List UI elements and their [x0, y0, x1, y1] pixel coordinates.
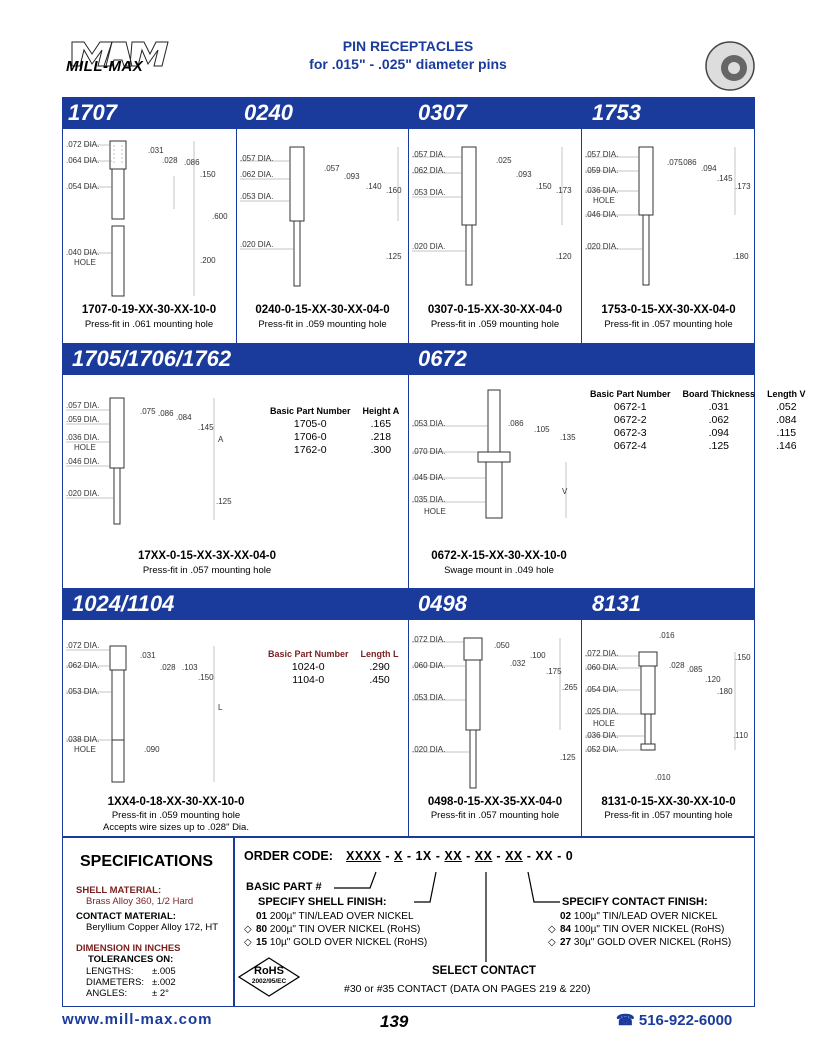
shell-option: ◇ 15 10µ" GOLD OVER NICKEL (RoHS) — [244, 937, 428, 948]
dim-label: .600 — [212, 212, 228, 221]
table-header: Length L — [360, 649, 399, 659]
dim-label: .180 — [717, 687, 733, 696]
shell-material-value: Brass Alloy 360, 1/2 Hard — [86, 896, 194, 907]
header-8131: 8131 — [592, 591, 641, 616]
part-desc-0307: Press-fit in .059 mounting hole — [430, 319, 560, 330]
dim-label: .120 — [705, 675, 721, 684]
dim-label: HOLE — [593, 196, 615, 205]
dim-label: .150 — [536, 182, 552, 191]
dim-label: .057 DIA. — [66, 401, 100, 410]
part-code-1xx4: 1XX4-0-18-XX-30-XX-10-0 — [107, 796, 245, 808]
dim-label: .050 — [494, 641, 510, 650]
dim-label: .052 DIA. — [585, 745, 619, 754]
part-code-17xx: 17XX-0-15-XX-3X-XX-04-0 — [137, 550, 277, 562]
table-header: Board Thickness — [682, 389, 756, 399]
header-1024-1104: 1024/1104 — [72, 591, 175, 616]
dim-label: .150 — [198, 673, 214, 682]
drawing-8131 — [583, 630, 753, 790]
dim-label: .090 — [144, 745, 160, 754]
dim-label: .053 DIA. — [412, 419, 446, 428]
dim-label: A — [218, 435, 224, 444]
dim-label: .175 — [546, 667, 562, 676]
dim-label: .125 — [216, 497, 232, 506]
dim-label: .025 — [496, 156, 512, 165]
part-desc-17xx: Press-fit in .057 mounting hole — [142, 565, 272, 576]
dim-label: .046 DIA. — [66, 457, 100, 466]
drawing-1xx4 — [64, 632, 254, 792]
page-subtitle: for .015" - .025" diameter pins — [309, 56, 507, 72]
phone-icon: ☎ — [616, 1012, 635, 1029]
dim-label: .020 DIA. — [412, 242, 446, 251]
dim-label: .093 — [516, 170, 532, 179]
select-contact-text: #30 or #35 CONTACT (DATA ON PAGES 219 & 220) — [344, 983, 591, 995]
dim-label: .016 — [659, 631, 675, 640]
dim-label: .028 — [669, 661, 685, 670]
dim-label: .025 DIA. — [585, 707, 619, 716]
dim-label: .062 DIA. — [240, 170, 274, 179]
order-code-label: ORDER CODE: — [244, 849, 333, 863]
shell-material-label: SHELL MATERIAL: — [76, 885, 162, 896]
dim-label: .075 — [667, 158, 683, 167]
dim-label: .036 DIA. — [585, 186, 619, 195]
table-row: 0672-1 .031 .052 — [613, 401, 797, 413]
header-1705-1706-1762: 1705/1706/1762 — [72, 346, 232, 371]
drawing-0240 — [238, 131, 408, 296]
contact-material-value: Beryllium Copper Alloy 172, HT — [86, 922, 218, 933]
part-code-1707: 1707-0-19-XX-30-XX-10-0 — [81, 304, 217, 316]
length-table — [262, 648, 405, 687]
dim-label: .085 — [687, 665, 703, 674]
part-code-0240: 0240-0-15-XX-30-XX-04-0 — [255, 304, 390, 316]
dim-label: .036 DIA. — [585, 731, 619, 740]
table-header: Length V — [767, 389, 806, 399]
part-code-0498: 0498-0-15-XX-35-XX-04-0 — [427, 796, 563, 808]
dim-label: .145 — [198, 423, 214, 432]
dim-label: .062 DIA. — [412, 166, 446, 175]
part-desc-0498: Press-fit in .057 mounting hole — [430, 810, 560, 821]
contact-option: 02 100µ" TIN/LEAD OVER NICKEL — [560, 911, 718, 922]
tol-lengths-value: ±.005 — [152, 966, 176, 977]
dim-label: .120 — [556, 252, 572, 261]
dim-label: .028 — [160, 663, 176, 672]
shell-finish-title: SPECIFY SHELL FINISH: — [258, 896, 387, 908]
tol-diameters: DIAMETERS: — [86, 977, 145, 988]
dim-label: .072 DIA. — [66, 140, 100, 149]
drawing-0498 — [410, 628, 580, 796]
dim-label: .173 — [735, 182, 751, 191]
dim-label: .140 — [366, 182, 382, 191]
rohs-badge — [238, 957, 300, 997]
dim-label: .125 — [386, 252, 402, 261]
dim-label: .040 DIA. — [66, 248, 100, 257]
dim-label: .160 — [386, 186, 402, 195]
rohs-sub: 2002/95/EC — [251, 978, 287, 985]
dim-label: .035 DIA. — [412, 495, 446, 504]
header-0498: 0498 — [418, 591, 467, 616]
drawing-1753 — [583, 131, 753, 296]
dim-label: .031 — [148, 146, 164, 155]
dim-label: V — [562, 487, 568, 496]
table-header: Height A — [362, 406, 400, 416]
shell-option: 01 200µ" TIN/LEAD OVER NICKEL — [256, 911, 414, 922]
dim-label: .086 — [681, 158, 697, 167]
dim-label: .054 DIA. — [66, 182, 100, 191]
part-desc-1xx4: Press-fit in .059 mounting hole — [111, 810, 241, 821]
contact-option: ◇ 27 30µ" GOLD OVER NICKEL (RoHS) — [548, 937, 732, 948]
dim-label: .020 DIA. — [412, 745, 446, 754]
contact-finish-title: SPECIFY CONTACT FINISH: — [562, 896, 708, 908]
dim-label: HOLE — [74, 443, 96, 452]
tol-angles-value: ± 2° — [152, 988, 169, 999]
dim-label: L — [218, 703, 223, 712]
rohs-diamond-icon — [238, 957, 300, 997]
dim-label: .173 — [556, 186, 572, 195]
dim-label: .059 DIA. — [66, 415, 100, 424]
table-row: 1705-0 .165 — [293, 418, 392, 430]
table-header: Basic Part Number — [268, 649, 349, 659]
dim-label: .053 DIA. — [412, 188, 446, 197]
header-0672: 0672 — [418, 346, 467, 371]
dim-label: .110 — [733, 731, 748, 740]
dim-label: .072 DIA. — [66, 641, 100, 650]
row3-header — [62, 588, 755, 620]
website-link[interactable]: www.mill-max.com — [62, 1011, 213, 1028]
dim-label: .060 DIA. — [412, 661, 446, 670]
table-row: 0672-3 .094 .115 — [613, 427, 797, 439]
tol-diameters-value: ±.002 — [152, 977, 176, 988]
table-header: Basic Part Number — [270, 406, 351, 416]
dim-label: .145 — [717, 174, 733, 183]
dim-label: .062 DIA. — [66, 661, 100, 670]
header-0307: 0307 — [418, 100, 467, 125]
height-table — [264, 405, 405, 457]
header-0240: 0240 — [244, 100, 293, 125]
dim-label: .057 DIA. — [240, 154, 274, 163]
dim-label: .038 DIA. — [66, 735, 100, 744]
dim-label: .060 DIA. — [585, 663, 619, 672]
dim-label: .086 — [508, 419, 524, 428]
part-desc-1707: Press-fit in .061 mounting hole — [84, 319, 214, 330]
dim-label: .265 — [562, 683, 578, 692]
dim-label: .057 DIA. — [585, 150, 619, 159]
dim-label: .057 DIA. — [412, 150, 446, 159]
part-desc2-1xx4: Accepts wire sizes up to .028" Dia. — [103, 822, 249, 833]
dim-label: .093 — [344, 172, 360, 181]
basic-part-label: BASIC PART # — [246, 881, 322, 893]
dim-label: HOLE — [424, 507, 446, 516]
drawing-0307 — [410, 131, 580, 296]
dim-label: .084 — [176, 413, 192, 422]
order-code-pattern: XXXX - X - 1X - XX - XX - XX - XX - 0 — [346, 849, 574, 863]
tolerances-label: TOLERANCES ON: — [88, 954, 174, 965]
part-code-0672: 0672-X-15-XX-30-XX-10-0 — [431, 550, 567, 562]
dim-label: .150 — [735, 653, 751, 662]
dim-label: .020 DIA. — [66, 489, 100, 498]
part-code-8131: 8131-0-15-XX-30-XX-10-0 — [601, 796, 736, 808]
dim-label: .020 DIA. — [585, 242, 619, 251]
precision-machined-badge-icon — [704, 40, 756, 92]
page-title: PIN RECEPTACLES — [342, 38, 474, 54]
dim-label: .032 — [510, 659, 526, 668]
dim-label: HOLE — [74, 258, 96, 267]
part-code-0307: 0307-0-15-XX-30-XX-04-0 — [427, 304, 563, 316]
dim-label: .057 — [324, 164, 340, 173]
spec-heading: SPECIFICATIONS — [80, 853, 214, 870]
dim-label: .031 — [140, 651, 156, 660]
dim-label: .180 — [733, 252, 749, 261]
dim-label: .150 — [200, 170, 216, 179]
header-1707: 1707 — [68, 100, 117, 125]
precision-badge — [704, 40, 756, 92]
dim-label: .054 DIA. — [585, 685, 619, 694]
select-contact-title: SELECT CONTACT — [432, 965, 536, 977]
dim-label: .135 — [560, 433, 576, 442]
table-row: 0672-2 .062 .084 — [613, 414, 797, 426]
dim-label: .105 — [534, 425, 550, 434]
dim-label: .070 DIA. — [412, 447, 446, 456]
tol-angles: ANGLES: — [86, 988, 128, 999]
dim-label: .020 DIA. — [240, 240, 274, 249]
dim-label: .059 DIA. — [585, 166, 619, 175]
dim-label: .036 DIA. — [66, 433, 100, 442]
dim-label: .100 — [530, 651, 546, 660]
dim-label: .045 DIA. — [412, 473, 446, 482]
dim-label: .053 DIA. — [66, 687, 100, 696]
part-desc-8131: Press-fit in .057 mounting hole — [604, 810, 733, 821]
table-row: 1706-0 .218 — [293, 431, 392, 443]
table-row: 1104-0 .450 — [292, 674, 390, 686]
dim-label: .064 DIA. — [66, 156, 100, 165]
header-1753: 1753 — [592, 100, 641, 125]
contact-option: ◇ 84 100µ" TIN OVER NICKEL (RoHS) — [548, 924, 725, 935]
table-row: 1024-0 .290 — [291, 661, 390, 673]
dim-label: .075 — [140, 407, 156, 416]
dim-label: .053 DIA. — [240, 192, 274, 201]
board-thickness-table — [584, 388, 812, 453]
dim-label: .086 — [158, 409, 174, 418]
logo-text: MILL-MAX — [66, 58, 144, 75]
dim-label: HOLE — [593, 719, 615, 728]
tol-lengths: LENGTHS: — [86, 966, 134, 977]
rohs-text: RoHS — [254, 965, 284, 977]
dim-label: .053 DIA. — [412, 693, 446, 702]
part-desc-0240: Press-fit in .059 mounting hole — [258, 319, 387, 330]
table-row: 1762-0 .300 — [293, 444, 392, 456]
drawing-17xx — [64, 390, 254, 530]
part-desc-1753: Press-fit in .057 mounting hole — [604, 319, 733, 330]
dim-label: .072 DIA. — [412, 635, 446, 644]
dimension-label: DIMENSION IN INCHES — [76, 943, 181, 954]
dim-label: .103 — [182, 663, 198, 672]
table-row: 0672-4 .125 .146 — [613, 440, 797, 452]
phone-number: ☎ 516-922-6000 — [616, 1012, 733, 1029]
row1-header — [62, 97, 755, 129]
part-code-1753: 1753-0-15-XX-30-XX-04-0 — [601, 304, 736, 316]
dim-label: .046 DIA. — [585, 210, 619, 219]
dim-label: HOLE — [74, 745, 96, 754]
contact-material-label: CONTACT MATERIAL: — [76, 911, 176, 922]
dim-label: .086 — [184, 158, 200, 167]
part-desc-0672: Swage mount in .049 hole — [444, 565, 554, 576]
table-header: Basic Part Number — [590, 389, 671, 399]
dim-label: .072 DIA. — [585, 649, 619, 658]
order-code-arrows — [234, 862, 754, 982]
row2-header — [62, 343, 755, 375]
dim-label: .125 — [560, 753, 576, 762]
shell-option: ◇ 80 200µ" TIN OVER NICKEL (RoHS) — [244, 924, 421, 935]
dim-label: .028 — [162, 156, 178, 165]
page-number: 139 — [380, 1012, 409, 1031]
drawing-1707 — [64, 131, 234, 301]
dim-label: .094 — [701, 164, 717, 173]
drawing-0672 — [410, 380, 590, 530]
dim-label: .200 — [200, 256, 216, 265]
dim-label: .010 — [655, 773, 671, 782]
